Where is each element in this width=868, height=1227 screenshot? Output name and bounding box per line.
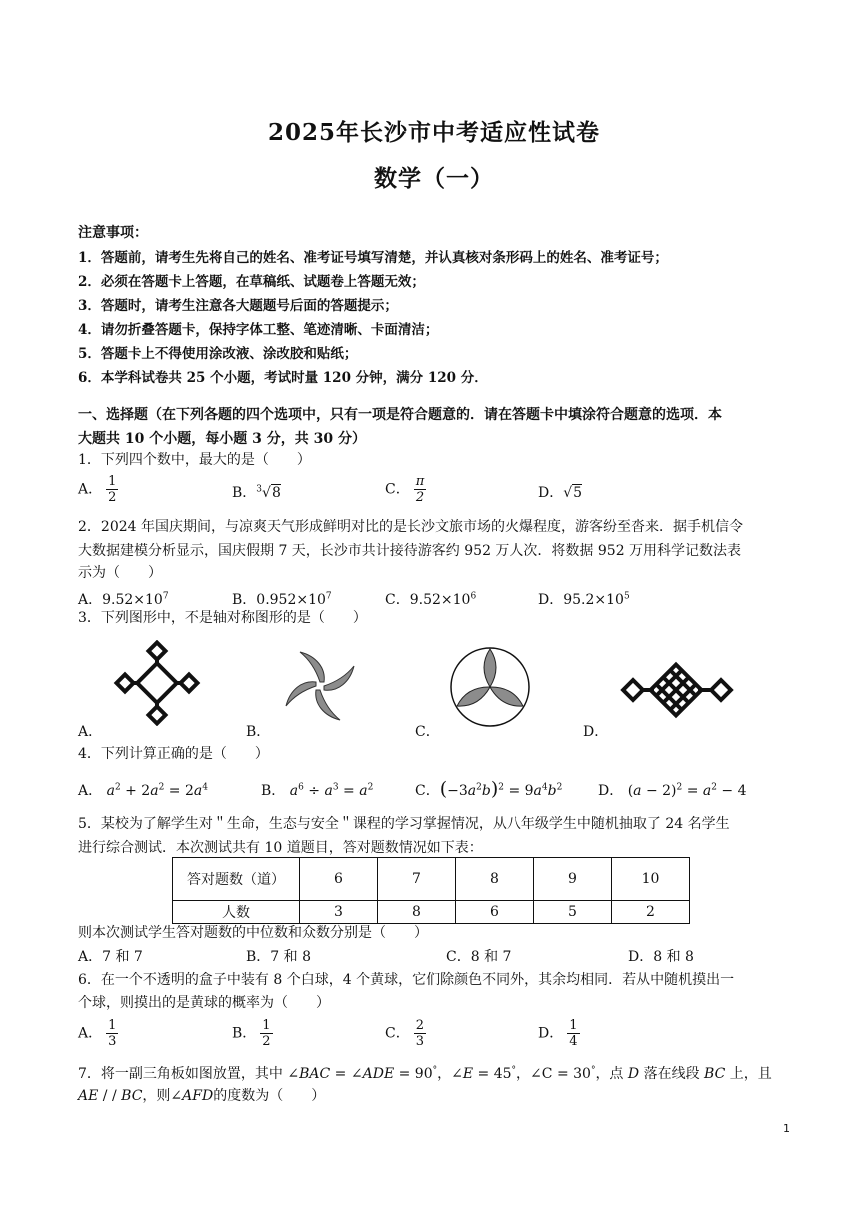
radicand: 5 — [573, 485, 583, 501]
denominator: 4 — [569, 1034, 578, 1049]
q5-ask: 则本次测试学生答对题数的中位数和众数分别是（ ） — [78, 925, 428, 941]
denominator: 3 — [415, 1034, 424, 1049]
denominator: 2 — [262, 1034, 271, 1049]
q7-stem-line: 7．将一副三角板如图放置，其中 ∠BAC = ∠ADE = 90°，∠E = 45°，∠C = 30°，点 D 落在线段 BC 上，且 — [78, 1065, 772, 1082]
q4-option-b — [261, 780, 373, 800]
q3-option-d: D． — [583, 724, 609, 740]
denominator: 3 — [108, 1034, 117, 1049]
fraction — [414, 474, 427, 505]
option-label: D． — [598, 783, 624, 799]
note-item: 2．必须在答题卡上答题，在草稿纸、试题卷上答题无效； — [78, 274, 425, 290]
table-cell: 6 — [300, 858, 378, 901]
option-label: A． — [78, 783, 103, 799]
option-label: A． — [78, 481, 103, 498]
note-item: 3．答题时，请考生注意各大题题号后面的答题提示； — [78, 298, 398, 314]
q1-option-c — [385, 474, 426, 505]
option-label: C． — [385, 481, 410, 498]
q5-stem-line: 5．某校为了解学生对＂生命，生态与安全＂课程的学习掌握情况，从八年级学生中随机抽取了 24 名学生 — [78, 816, 730, 832]
table-header-cell: 人数 — [173, 901, 300, 924]
fraction — [106, 1018, 118, 1049]
q7-text: 上，且 — [729, 1066, 772, 1082]
numerator: 1 — [108, 474, 117, 489]
radicand: 8 — [271, 485, 281, 501]
table-cell: 5 — [534, 901, 612, 924]
q7-math: AE / / BC，则∠AFD — [78, 1088, 214, 1104]
figure-a-diamond-knot — [112, 640, 202, 726]
option-label: D． — [538, 1025, 564, 1042]
table-row — [173, 858, 690, 901]
note-item: 1．答题前，请考生先将自己的姓名、准考证号填写清楚，并认真核对条形码上的姓名、准考证号； — [78, 250, 668, 266]
table-cell: 6 — [456, 901, 534, 924]
table-cell: 2 — [612, 901, 690, 924]
q2-option-a — [78, 589, 169, 609]
q4-option-a — [78, 780, 208, 800]
q5-option-a: A．7 和 7 — [78, 949, 143, 965]
table-cell: 3 — [300, 901, 378, 924]
note-item: 6．本学科试卷共 25 个小题，考试时量 120 分钟，满分 120 分． — [78, 370, 488, 386]
option-label: A． — [78, 1025, 103, 1042]
q2-stem-line: 大数据建模分析显示，国庆假期 7 天，长沙市共计接待游客约 952 万人次．将数据 952 万用科学记数法表 — [78, 543, 742, 559]
page-number: 1 — [783, 1122, 790, 1135]
mantissa: 9.52×10 — [102, 592, 163, 608]
q7-text: 落在线段 — [643, 1066, 700, 1082]
mantissa: 9.52×10 — [409, 592, 471, 608]
q4-option-d — [598, 780, 747, 800]
exponent: 5 — [623, 591, 630, 602]
option-label: C． — [415, 783, 440, 799]
numerator: 2 — [415, 1018, 424, 1033]
exponent: 7 — [325, 591, 332, 602]
q1-stem: 1．下列四个数中，最大的是（ ） — [78, 452, 311, 468]
formula: $(a - 2)^2 = a^2 - 4$ — [627, 782, 747, 799]
mantissa: 95.2×10 — [563, 592, 624, 608]
formula: $(-3a^2b)^2 = 9a^4b^2$ — [439, 778, 563, 800]
figure-c-circle-leaves — [448, 645, 532, 729]
q5-stem-line: 进行综合测试．本次测试共有 10 道题目，答对题数情况如下表： — [78, 840, 483, 856]
q5-option-b: B．7 和 8 — [246, 949, 312, 965]
q3-option-b: B． — [246, 724, 271, 740]
q2-option-b — [232, 589, 332, 609]
q6-option-b — [232, 1018, 273, 1049]
numerator: π — [415, 474, 425, 489]
option-label: B． — [261, 783, 286, 799]
table-cell: 8 — [456, 858, 534, 901]
option-label: D． — [538, 485, 564, 501]
section-heading-line: 一、选择题（在下列各题的四个选项中，只有一项是符合题意的．请在答题卡中填涂符合题意的选项．本 — [78, 407, 722, 423]
q5-option-c: C．8 和 7 — [446, 949, 512, 965]
q7-stem-line — [78, 1085, 325, 1105]
q6-stem-line: 个球，则摸出的是黄球的概率为（ ） — [78, 995, 330, 1011]
section-heading-line: 大题共 10 个小题，每小题 3 分，共 30 分） — [78, 431, 366, 447]
answer-count-table — [172, 857, 690, 924]
numerator: 1 — [108, 1018, 117, 1033]
q3-option-a: A． — [78, 724, 103, 740]
denominator: 2 — [108, 490, 117, 505]
option-label: B． — [232, 485, 257, 501]
exam-title: 2025年长沙市中考适应性试卷 — [267, 119, 600, 146]
mantissa: 0.952×10 — [256, 592, 326, 608]
option-label: B． — [232, 592, 257, 608]
fraction — [106, 474, 118, 505]
q2-stem-line: 示为（ ） — [78, 565, 162, 581]
table-header-cell: 答对题数（道） — [173, 858, 300, 901]
q1-option-b — [232, 482, 281, 502]
q7-text: ，点 — [595, 1066, 624, 1082]
table-cell: 7 — [378, 858, 456, 901]
exponent: 7 — [162, 591, 169, 602]
denominator: 2 — [415, 490, 425, 505]
exponent: 6 — [470, 591, 477, 602]
q1-option-a — [78, 474, 118, 505]
square-root: √5 — [563, 485, 583, 501]
table-cell: 10 — [612, 858, 690, 901]
q3-option-c: C． — [415, 724, 440, 740]
numerator: 1 — [569, 1018, 578, 1033]
option-label: B． — [232, 1025, 257, 1042]
fraction — [260, 1018, 272, 1049]
q7-math: ∠BAC = ∠ADE = 90°，∠E = 45°，∠C = 30° — [287, 1065, 596, 1082]
q4-stem: 4．下列计算正确的是（ ） — [78, 746, 269, 762]
figure-b-pinwheel — [282, 648, 358, 724]
root-index: 3 — [256, 484, 263, 495]
formula: $a^2 + 2a^2 = 2a^4$ — [106, 782, 208, 799]
q5-option-d: D．8 和 8 — [628, 949, 694, 965]
q2-stem-line: 2．2024 年国庆期间，与凉爽天气形成鲜明对比的是长沙文旅市场的火爆程度，游客纷至沓来．据手机信令 — [78, 519, 743, 535]
fraction — [567, 1018, 579, 1049]
formula: $a^6 \div a^3 = a^2$ — [289, 782, 374, 799]
q2-option-d — [538, 589, 630, 609]
q7-text: 的度数为（ ） — [213, 1088, 326, 1104]
exam-subtitle: 数学（一） — [374, 165, 494, 192]
notes-heading: 注意事项： — [78, 225, 148, 241]
q3-stem: 3．下列图形中，不是轴对称图形的是（ ） — [78, 610, 367, 626]
note-item: 5．答题卡上不得使用涂改液、涂改胶和贴纸； — [78, 346, 358, 362]
option-label: C． — [385, 592, 410, 608]
note-item: 4．请勿折叠答题卡，保持字体工整、笔迹清晰、卡面清洁； — [78, 322, 439, 338]
q6-option-c — [385, 1018, 426, 1049]
option-label: D． — [538, 592, 564, 608]
numerator: 1 — [262, 1018, 271, 1033]
option-label: A． — [78, 592, 103, 608]
q6-option-d — [538, 1018, 580, 1049]
table-cell: 9 — [534, 858, 612, 901]
q2-option-c — [385, 589, 476, 609]
table-row — [173, 901, 690, 924]
q6-stem-line: 6．在一个不透明的盒子中装有 8 个白球，4 个黄球，它们除颜色不同外，其余均相同．若从中随机摸出一 — [78, 972, 735, 988]
q6-option-a — [78, 1018, 118, 1049]
figure-d-endless-knot — [618, 658, 736, 722]
cube-root: $^3$√8 — [256, 484, 281, 501]
table-cell: 8 — [378, 901, 456, 924]
q1-option-d — [538, 482, 582, 502]
q4-option-c — [415, 778, 562, 800]
q7-text: 7．将一副三角板如图放置，其中 — [78, 1066, 283, 1082]
option-label: C． — [385, 1025, 410, 1042]
fraction — [414, 1018, 426, 1049]
